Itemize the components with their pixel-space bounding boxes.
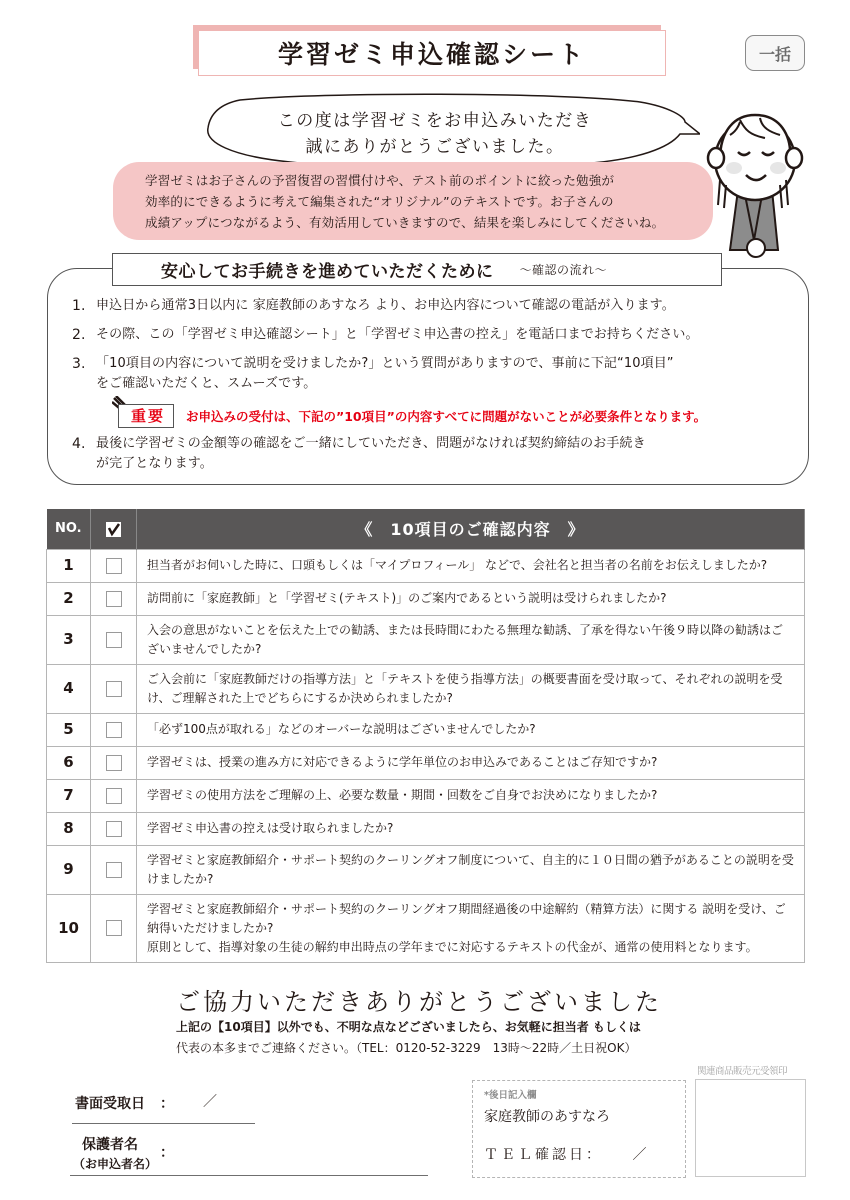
flow-step-2 bbox=[72, 325, 812, 345]
row-number: 5 bbox=[47, 713, 91, 746]
bulk-badge: 一括 bbox=[745, 35, 805, 71]
page-title: 学習ゼミ申込確認シート bbox=[198, 30, 666, 76]
step-text: 「10項目の内容について説明を受けましたか?」という質問がありますので、事前に下記“10項目” bbox=[96, 356, 674, 371]
checkbox[interactable] bbox=[106, 920, 122, 936]
contact-note-line-1: 上記の【10項目】以外でも、不明な点などございましたら、お気軽に担当者 もしくは bbox=[176, 1020, 641, 1034]
row-checkbox-cell bbox=[91, 615, 137, 664]
step-number: 3. bbox=[72, 356, 86, 372]
table-row bbox=[47, 664, 805, 713]
checkbox[interactable] bbox=[106, 722, 122, 738]
row-question: 担当者がお伺いした時に、口頭もしくは「マイプロフィール」 などで、会社名と担当者の名前をお伝えしましたか? bbox=[137, 549, 805, 582]
intro-text bbox=[145, 170, 725, 233]
row-question: 「必ず100点が取れる」などのオーバーな説明はございませんでしたか? bbox=[137, 713, 805, 746]
bowing-girl-illustration-icon bbox=[690, 90, 820, 260]
row-number: 2 bbox=[47, 582, 91, 615]
row-checkbox-cell bbox=[91, 845, 137, 894]
row-checkbox-cell bbox=[91, 582, 137, 615]
doc-date-slash[interactable]: ／ bbox=[203, 1094, 217, 1110]
row-number: 4 bbox=[47, 664, 91, 713]
doc-date-colon: ： bbox=[160, 1096, 174, 1112]
stamp-box[interactable] bbox=[695, 1079, 806, 1177]
table-row bbox=[47, 845, 805, 894]
row-number: 9 bbox=[47, 845, 91, 894]
row-number: 6 bbox=[47, 746, 91, 779]
table-row bbox=[47, 746, 805, 779]
contact-note-line-2: 代表の本多までご連絡ください。（TEL：0120-52-3229 13時～22時／土日祝OK） bbox=[176, 1041, 637, 1055]
confirmation-table bbox=[46, 509, 805, 963]
flow-step-4 bbox=[72, 434, 812, 474]
step-text: 申込日から通常3日以内に 家庭教師のあすなろ より、お申込内容について確認の電話が入ります。 bbox=[96, 298, 675, 313]
intro-line-1: 学習ゼミはお子さんの予習復習の習慣付けや、テスト前のポイントに絞った勉強が bbox=[145, 173, 615, 188]
row-number: 7 bbox=[47, 779, 91, 812]
important-tag: 重要 bbox=[118, 404, 174, 428]
greeting-bubble bbox=[225, 108, 645, 160]
checkbox[interactable] bbox=[106, 788, 122, 804]
row-checkbox-cell bbox=[91, 746, 137, 779]
row-question bbox=[137, 894, 805, 962]
doc-date-label: 書面受取日 bbox=[75, 1096, 145, 1112]
intro-line-3: 成績アップにつながるよう、有効活用していきますので、結果を楽しみにしてくださいね。 bbox=[145, 215, 665, 230]
tel-confirm-label: ＴＥＬ確認日： bbox=[484, 1147, 603, 1163]
step-text-cont: が完了となります。 bbox=[96, 456, 213, 471]
row-number: 1 bbox=[47, 549, 91, 582]
checkbox-checked-icon bbox=[106, 522, 121, 537]
table-header-row bbox=[47, 509, 805, 549]
contact-note bbox=[176, 1017, 736, 1059]
guardian-underline bbox=[70, 1175, 428, 1176]
flow-section-header bbox=[112, 253, 722, 286]
table-row bbox=[47, 549, 805, 582]
row-question: 学習ゼミの使用方法をご理解の上、必要な数量・期間・回数をご自身でお決めになりましたか? bbox=[137, 779, 805, 812]
row-checkbox-cell bbox=[91, 779, 137, 812]
row-number: 8 bbox=[47, 812, 91, 845]
table-row bbox=[47, 615, 805, 664]
flow-step-1 bbox=[72, 296, 812, 316]
step-text-cont: をご確認いただくと、スムーズです。 bbox=[96, 376, 317, 391]
checkbox[interactable] bbox=[106, 681, 122, 697]
stamp-label: 関連商品販売元受領印 bbox=[697, 1066, 788, 1077]
step-text: 最後に学習ゼミの金額等の確認をご一緒にしていただき、問題がなければ契約締結のお手続き bbox=[96, 436, 646, 451]
row-question: 学習ゼミと家庭教師紹介・サポート契約のクーリングオフ制度について、自主的に１０日間の猶予があることの説明を受けましたか? bbox=[137, 845, 805, 894]
bubble-line-2: 誠にありがとうございました。 bbox=[305, 137, 565, 157]
checkbox[interactable] bbox=[106, 821, 122, 837]
guardian-colon[interactable]: ： bbox=[160, 1145, 174, 1161]
table-row bbox=[47, 812, 805, 845]
col-header-check bbox=[91, 509, 137, 549]
table-row bbox=[47, 779, 805, 812]
row-checkbox-cell bbox=[91, 713, 137, 746]
col-header-no: NO. bbox=[47, 509, 91, 549]
checkbox[interactable] bbox=[106, 558, 122, 574]
step-text: その際、この「学習ゼミ申込確認シート」と「学習ゼミ申込書の控え」を電話口までお持ちください。 bbox=[96, 327, 699, 342]
table-row bbox=[47, 582, 805, 615]
row-checkbox-cell bbox=[91, 894, 137, 962]
important-notice bbox=[118, 404, 706, 428]
col-header-title: 《 10項目のご確認内容 》 bbox=[137, 509, 805, 549]
flow-steps bbox=[72, 296, 812, 483]
flow-step-3 bbox=[72, 354, 812, 394]
table-row bbox=[47, 713, 805, 746]
checkbox[interactable] bbox=[106, 755, 122, 771]
step-number: 2. bbox=[72, 327, 86, 343]
row-checkbox-cell bbox=[91, 664, 137, 713]
guardian-sublabel: （お申込者名） bbox=[73, 1157, 158, 1171]
later-entry-note: *後日記入欄 bbox=[484, 1090, 537, 1101]
checkbox[interactable] bbox=[106, 632, 122, 648]
table-row bbox=[47, 894, 805, 962]
row-checkbox-cell bbox=[91, 549, 137, 582]
flow-title: 安心してお手続きを進めていただくために bbox=[161, 262, 494, 282]
important-message: お申込みの受付は、下記の”10項目”の内容すべてに問題がないことが必要条件となります。 bbox=[186, 409, 707, 424]
row-question: 学習ゼミ申込書の控えは受け取られましたか? bbox=[137, 812, 805, 845]
bubble-line-1: この度は学習ゼミをお申込みいただき bbox=[277, 111, 593, 131]
intro-line-2: 効率的にできるように考えて編集された“オリジナル”のテキストです。お子さんの bbox=[145, 194, 614, 209]
step-number: 1. bbox=[72, 298, 86, 314]
row-number: 3 bbox=[47, 615, 91, 664]
row-question: 入会の意思がないことを伝えた上での勧誘、または長時間にわたる無理な勧誘、了承を得ない午後９時以降の勧誘はございませんでしたか? bbox=[137, 615, 805, 664]
step-number: 4. bbox=[72, 436, 86, 452]
row-question: 訪問前に「家庭教師」と「学習ゼミ(テキスト)」のご案内であるという説明は受けられましたか? bbox=[137, 582, 805, 615]
guardian-label: 保護者名 bbox=[82, 1137, 138, 1153]
row-question: 学習ゼミは、授業の進み方に対応できるように学年単位のお申込みであることはご存知ですか? bbox=[137, 746, 805, 779]
row-question-note: 原則として、指導対象の生徒の解約申出時点の学年までに対応するテキストの代金が、通常の使用料となります。 bbox=[147, 939, 758, 954]
doc-date-underline bbox=[72, 1123, 255, 1124]
checkbox[interactable] bbox=[106, 862, 122, 878]
flow-subtitle: ～確認の流れ～ bbox=[519, 263, 608, 277]
tel-confirm-slash[interactable]: ／ bbox=[632, 1147, 650, 1163]
thanks-heading: ご協力いただきありがとうございました bbox=[176, 988, 662, 1016]
row-number: 10 bbox=[47, 894, 91, 962]
company-name: 家庭教師のあすなろ bbox=[484, 1109, 610, 1125]
row-checkbox-cell bbox=[91, 812, 137, 845]
row-question: ご入会前に「家庭教師だけの指導方法」と「テキストを使う指導方法」の概要書面を受け取って、それぞれの説明を受け、ご理解された上でどちらにするか決められましたか? bbox=[137, 664, 805, 713]
row-question-text: 学習ゼミと家庭教師紹介・サポート契約のクーリングオフ期間経過後の中途解約（精算方法）に関する 説明を受け、ご納得いただけましたか? bbox=[147, 901, 786, 935]
checkbox[interactable] bbox=[106, 591, 122, 607]
tel-confirm-date bbox=[484, 1144, 649, 1164]
